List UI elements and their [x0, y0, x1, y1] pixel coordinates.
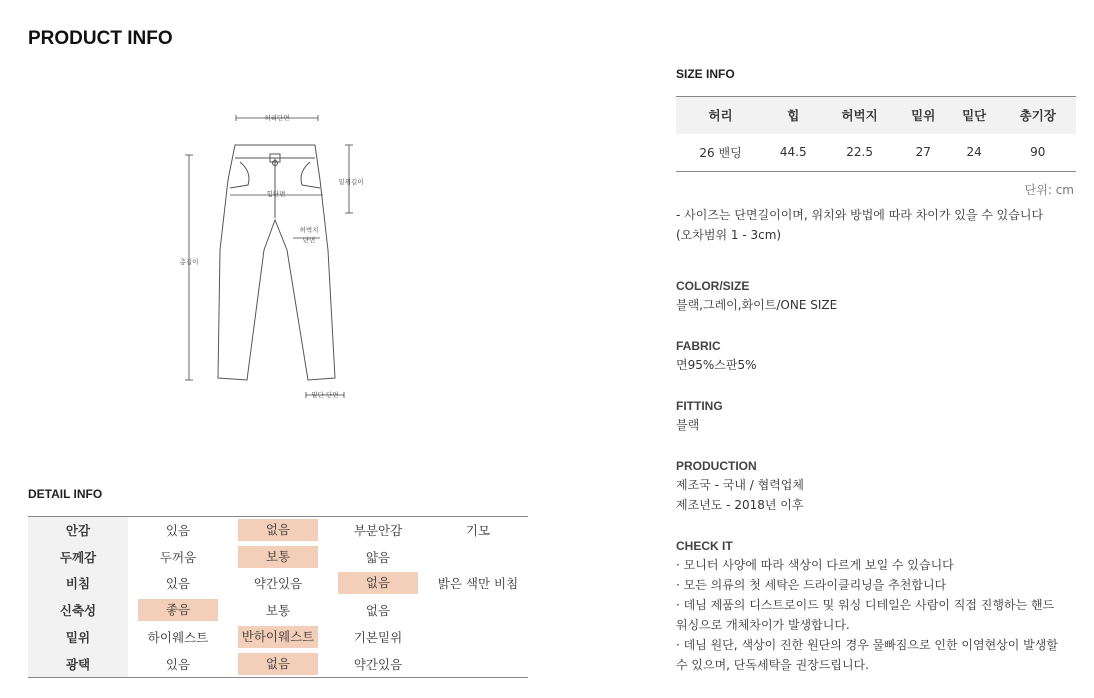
detail-option-cell: [128, 517, 228, 544]
detail-option-cell: [128, 650, 228, 677]
detail-option-selected: 보통: [238, 546, 318, 568]
check-line: 수 있으며, 단독세탁을 권장드립니다.: [676, 658, 869, 672]
detail-option-cell: [328, 597, 428, 624]
color-size-title: COLOR/SIZE: [676, 279, 750, 293]
length-label: 총길이: [179, 258, 199, 266]
detail-option-cell: [328, 650, 428, 677]
detail-option-cell: [328, 624, 428, 651]
detail-option-cell: [228, 517, 328, 544]
detail-option: 없음: [365, 603, 391, 619]
detail-row-label: 안감: [28, 517, 128, 544]
hem-label: 밑단 단면: [311, 391, 339, 399]
detail-row-label: 비침: [28, 570, 128, 597]
color-size-text: 블랙,그레이,화이트/ONE SIZE: [676, 298, 838, 312]
pants-outline: [218, 145, 335, 380]
detail-row: [28, 543, 528, 570]
check-line: · 모든 의류의 첫 세탁은 드라이클리닝을 추천합니다: [676, 578, 947, 592]
detail-option-cell: [128, 597, 228, 624]
fitting-title: FITTING: [676, 399, 723, 413]
check-line: · 데님 제품의 디스트로이드 및 워싱 디테일은 사람이 직접 진행하는 핸드: [676, 598, 1055, 612]
production-line: 제조년도 - 2018년 이후: [676, 498, 804, 512]
detail-option-cell: [228, 597, 328, 624]
detail-option-cell: [328, 543, 428, 570]
detail-row-label: 신축성: [28, 597, 128, 624]
detail-option-selected: 없음: [238, 653, 318, 675]
detail-option-cell: [128, 570, 228, 597]
detail-option-cell: [128, 543, 228, 570]
detail-row-label: 두께감: [28, 543, 128, 570]
detail-option: 약간있음: [253, 576, 303, 592]
fabric-text: 면95%스판5%: [676, 358, 757, 372]
detail-option-cell: [228, 624, 328, 651]
fitting-text: 블랙: [676, 418, 700, 432]
detail-row: [28, 517, 528, 544]
detail-option-cell: [428, 650, 528, 677]
detail-option-cell: [128, 624, 228, 651]
size-value-cell: 27: [915, 145, 931, 160]
detail-row: [28, 650, 528, 677]
detail-info-table: [28, 516, 528, 678]
size-note-line: (오차범위 1 - 3cm): [676, 228, 782, 242]
detail-option: 보통: [265, 603, 291, 619]
hip-label: 힙단면: [266, 190, 286, 198]
detail-option: 있음: [165, 656, 191, 672]
detail-option: 기본밑위: [353, 630, 403, 646]
size-value-cell: 44.5: [779, 145, 807, 160]
detail-option-cell: [228, 570, 328, 597]
detail-row-label: 광택: [28, 650, 128, 677]
detail-option-selected: 없음: [238, 519, 318, 541]
detail-option-cell: [428, 570, 528, 597]
size-header-cell: 허리: [676, 97, 765, 134]
detail-row-label: 밑위: [28, 624, 128, 651]
size-info-table: [676, 96, 1076, 172]
size-value-cell: 90: [1030, 145, 1046, 160]
page-title: PRODUCT INFO: [28, 28, 173, 49]
detail-option-cell: [428, 597, 528, 624]
detail-option: 얇음: [365, 549, 391, 565]
detail-option-cell: [428, 517, 528, 544]
check-line: · 데님 원단, 색상이 진한 원단의 경우 물빠짐으로 인한 이염현상이 발생할: [676, 638, 1058, 652]
unit-label: 단위: cm: [1024, 183, 1074, 197]
waist-label: 허리단면: [264, 114, 290, 122]
rise-label: 밑위길이: [338, 178, 364, 186]
size-info-title: SIZE INFO: [676, 67, 735, 81]
thigh-label-1: 허벅지: [299, 226, 319, 234]
detail-option: 있음: [165, 523, 191, 539]
detail-option: 기모: [465, 523, 491, 539]
detail-option-cell: [228, 650, 328, 677]
check-line: 워싱으로 개체차이가 발생합니다.: [676, 618, 850, 632]
detail-row: [28, 570, 528, 597]
size-note-line: - 사이즈는 단면길이이며, 위치와 방법에 따라 차이가 있을 수 있습니다: [676, 208, 1044, 222]
fabric-title: FABRIC: [676, 339, 721, 353]
detail-option-cell: [428, 624, 528, 651]
detail-option-cell: [228, 543, 328, 570]
check-line: · 모니터 사양에 따라 색상이 다르게 보일 수 있습니다: [676, 558, 954, 572]
detail-option: 두꺼움: [159, 549, 197, 565]
detail-option-selected: 없음: [338, 572, 418, 594]
detail-option: 부분안감: [353, 523, 403, 539]
size-value-cell: 26 밴딩: [699, 145, 742, 160]
size-header-cell: 힙: [765, 97, 821, 134]
detail-option-selected: 좋음: [138, 599, 218, 621]
size-header-cell: 밑단: [949, 97, 1000, 134]
size-header-cell: 밑위: [898, 97, 949, 134]
detail-row: [28, 624, 528, 651]
size-header-cell: 총기장: [1000, 97, 1076, 134]
thigh-label-2: 단면: [302, 236, 316, 244]
detail-option: 밝은 색만 비침: [437, 576, 519, 592]
detail-option: 있음: [165, 576, 191, 592]
detail-option-cell: [328, 517, 428, 544]
production-line: 제조국 - 국내 / 협력업체: [676, 478, 804, 492]
pants-diagram-svg: [160, 100, 380, 410]
detail-row: [28, 597, 528, 624]
detail-option: 약간있음: [353, 656, 403, 672]
detail-option-cell: [428, 543, 528, 570]
detail-info-title: DETAIL INFO: [28, 487, 103, 501]
size-note: [676, 205, 1076, 245]
detail-option-selected: 반하이웨스트: [238, 626, 318, 648]
production-title: PRODUCTION: [676, 459, 757, 473]
size-header-cell: 허벅지: [821, 97, 897, 134]
check-it-text: [676, 555, 1086, 675]
check-it-title: CHECK IT: [676, 539, 733, 553]
size-value-cell: 24: [966, 145, 982, 160]
pants-measurement-diagram: [160, 100, 380, 410]
size-value-cell: 22.5: [846, 145, 873, 160]
detail-option-cell: [328, 570, 428, 597]
production-text: [676, 475, 1086, 515]
detail-option: 하이웨스트: [147, 630, 209, 646]
